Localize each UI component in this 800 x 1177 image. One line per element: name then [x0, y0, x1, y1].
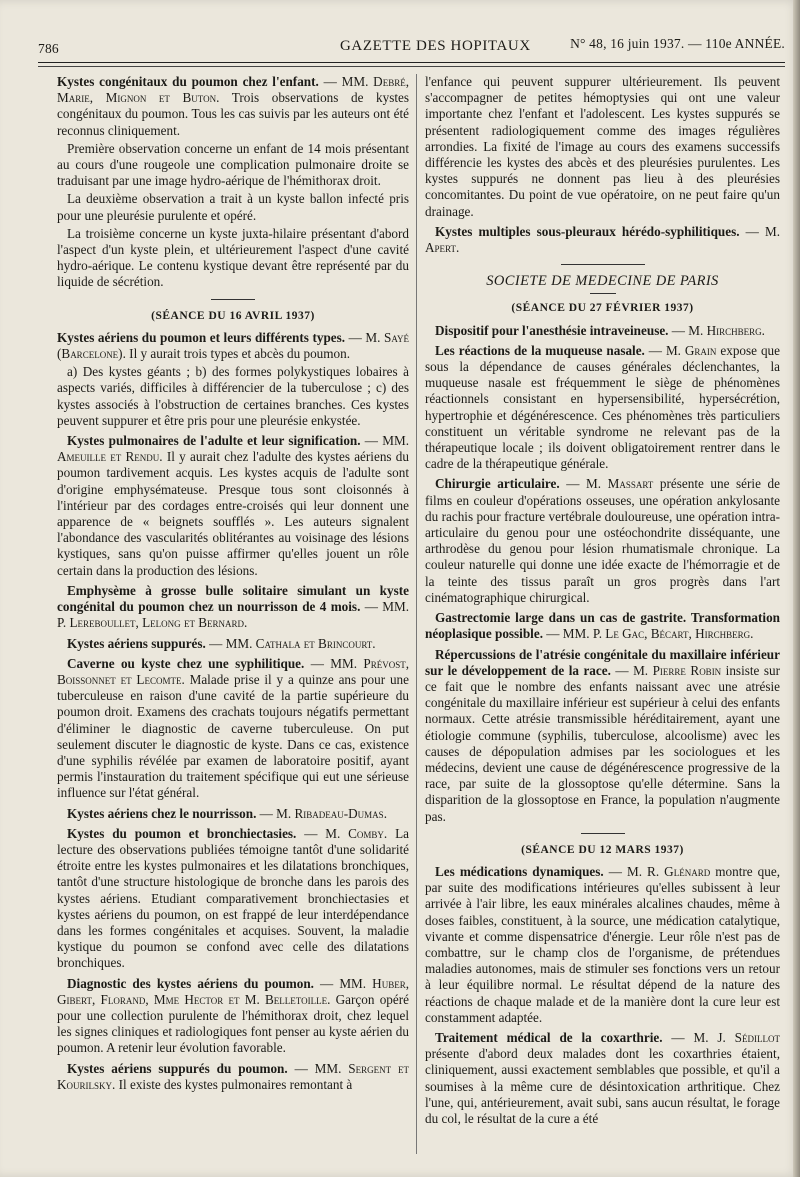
article-body: expose que sous la dépendance de causes générales déclenchantes, la muqueuse nasale est fréquemment le siège de phénomènes réactionnels consistant en hypersensibilité, hypersécrétion, hypertrophie et dégénérescence. Ces phénomènes très particuliers constituent un véritable syndrome ne relevant pas de la thérapeutique locale ; ils doivent obligatoirement rentrer dans le cadre de la thérapeutique générale. — [425, 342, 780, 472]
article — [425, 864, 780, 1026]
article-authors: — M. Massart — [559, 476, 654, 492]
article-authors: — M. Hirchberg. — [668, 322, 765, 338]
article — [425, 610, 780, 642]
article — [57, 806, 409, 822]
article-title: Les médications dynamiques. — [435, 863, 604, 879]
article-body: présente une série de films en couleur d'opérations osseuses, une opération ankylosante du rachis pour fracture vertébrale douloureuse, une opération intra-articulaire du genou pour une ostéochondrite disséquante, une arthrodèse du genou pour lésion rhumatismale chronique. La couleur naturelle qui donne une idée exacte de l'hémorragie et de la teinte des tissus paraît un gros progrès dans l'art cinématographique chirurgical. — [425, 476, 780, 605]
article-title: Kystes aériens du poumon et leurs différents types. — [57, 329, 346, 345]
article-authors: — M. Apert. — [425, 223, 780, 256]
article-authors: — MM. Debré, Marie, Mignon et Buton. — [57, 74, 409, 106]
left-column — [57, 74, 409, 1095]
article-body: insiste sur ce fait que le nombre des enfants naissant avec une atrésie congénitale du maxillaire inférieur est supérieur à celui des enfants normaux. Cette atrésie transmissible héréditairement, ayant une étiologie commune (syphilis, tuberculose, alcoolisme) avec les causes de dépopulation admises par les sociologues et les médecins, devient une cause de dégénérescence progressive de la race, par suite de la glossoptose qu'elle détermine. Sans la disparition de la glossoptose en France, la population n'augmente pas. — [425, 662, 780, 824]
paragraph: La deuxième observation a trait à un kyste ballon infecté pris pour une pleurésie purulente et opéré. — [57, 191, 409, 223]
right-column — [425, 74, 780, 1129]
article-authors: — MM. P. Lereboullet, Lelong et Bernard. — [57, 599, 410, 631]
article-title: Kystes aériens chez le nourrisson. — [67, 805, 257, 821]
article — [425, 647, 780, 825]
header-rule-thin — [38, 66, 785, 67]
article-title: Kystes multiples sous-pleuraux hérédo-syphilitiques. — [435, 223, 740, 239]
article — [57, 433, 409, 579]
article-authors: — M. Grain — [644, 342, 717, 358]
article-title: Kystes aériens suppurés du poumon. — [67, 1060, 288, 1076]
article-authors: — MM. Sergent et Kourilsky. — [57, 1060, 410, 1092]
session-heading: (SÉANCE DU 12 MARS 1937) — [521, 843, 684, 856]
article-title: Les réactions de la muqueuse nasale. — [435, 342, 645, 358]
article — [57, 74, 409, 139]
running-header — [38, 36, 785, 60]
article — [57, 583, 409, 632]
article-title: Kystes pulmonaires de l'adulte et leur signification. — [67, 433, 361, 449]
article-body: Malade prise il y a quinze ans pour une tuberculeuse en raison d'une cavité de la partie supérieure du poumon droit. Examens des crachats toujours négatifs permettant d'éliminer le diagnostic de caverne tuberculeuse. On put seulement discuter le diagnostic de kyste. Dans ce cas, existence d'une syphilis révélée par examen de laboratoire positif, ayant permis l'instauration du traitement spécifique qui eut une sérieuse influence sur l'état général. — [57, 671, 409, 801]
column-separator — [416, 74, 417, 1154]
article-body: Trois observations de kystes congénitaux du poumon. Tous les cas suivis par les auteurs ont été reconnus cliniquement. — [57, 90, 409, 138]
article-body: Il existe des kystes pulmonaires remontant à — [115, 1076, 353, 1092]
article-title: Dispositif pour l'anesthésie intraveineuse. — [435, 322, 669, 338]
article — [57, 1061, 409, 1093]
article-authors: — MM. Prévost, Boissonnet et Lecomte. — [57, 655, 410, 687]
society-heading: SOCIETE DE MEDECINE DE PARIS — [486, 273, 719, 290]
article-title: Chirurgie articulaire. — [435, 476, 560, 492]
section-divider — [211, 299, 255, 300]
article — [57, 330, 409, 362]
article-authors: — M. Pierre Robin — [610, 662, 722, 678]
article — [425, 476, 780, 606]
article-body: Il y aurait chez l'adulte des kystes aériens du poumon tardivement acquis. Les kystes acquis de l'adulte sont d'origine emphysémateuse. Presque tous sont cloisonnés à l'intérieur par des cordages entre-croisés qui leur donnent une apparence de « beignets soufflés ». Les auteurs signalent l'abondance des vascularités oblitérantes au voisinage des lésions kystiques, sans qu'on puisse affirmer qu'elles jouent un rôle certain dans la production des lésions. — [57, 449, 409, 578]
article-title: Kystes du poumon et bronchiectasies. — [67, 825, 297, 841]
issue-info: N° 48, 16 juin 1937. — 110e ANNÉE. — [570, 36, 785, 51]
article-authors: — M. Sayé (Barcelone). — [57, 329, 410, 362]
article-title: Diagnostic des kystes aériens du poumon. — [67, 975, 314, 991]
article-body: Garçon opéré pour une collection purulente de l'hémithorax droit, chez lequel les signes cliniques et radiologiques font penser au kyste aérien du poumon. A retenir leur évolution favorable. — [57, 991, 409, 1056]
article-authors: — MM. P. Le Gac, Bécart, Hirchberg. — [543, 626, 754, 642]
page-number: 786 — [38, 41, 59, 56]
article-title: Traitement médical de la coxarthrie. — [435, 1029, 663, 1045]
section-divider — [561, 264, 645, 265]
journal-title: GAZETTE DES HOPITAUX — [340, 38, 531, 54]
article-title: Kystes aériens suppurés. — [67, 635, 206, 651]
article-title: Gastrectomie large dans un cas de gastrite. Transformation néoplasique possible. — [425, 610, 780, 642]
article-authors: — M. R. Glénard — [603, 863, 711, 879]
paragraph: Première observation concerne un enfant de 14 mois présentant au cours d'une rougeole une complication pulmonaire droite se traduisant par une image hydro-aérique de l'hémithorax droit. — [57, 140, 409, 189]
article — [57, 976, 409, 1057]
header-rule — [38, 62, 785, 63]
article-authors: — M. Comby. — [296, 825, 388, 841]
article — [57, 656, 409, 802]
article-title: Kystes congénitaux du poumon chez l'enfant. — [57, 74, 319, 89]
section-divider — [581, 833, 625, 834]
article-authors: — MM. Cathala et Brincourt. — [205, 635, 376, 651]
section-divider — [590, 293, 616, 294]
article-authors: — M. J. Sédillot — [662, 1029, 780, 1045]
article-body: montre que, par suite des modifications intérieures qu'elles subissent à leur arrivée à l'air libre, les eaux minérales alcalines chaudes, même à doses faibles, constituent, à la source, une médication catalytique, vivante et comme dispensatrice d'énergie. Leur rôle n'est pas de combattre, sur le champ clos de l'organisme, de prétendues maladies autonomes, mais de stimuler ses fonctions vers un retour à leur équilibre normal. Le résultat dépend de la nature des réactions de chaque malade et de la manière dont la cure leur est constamment adaptée. — [425, 863, 780, 1025]
article-authors: — MM. Huber, Gibert, Florand, Mme Hector et M. Belletoille. — [57, 975, 409, 1007]
article — [57, 636, 409, 652]
page-edge — [793, 0, 800, 1177]
article-authors: — MM. Ameuille et Rendu. — [57, 433, 409, 465]
article-body: Il y aurait trois types et abcès du poumon. — [125, 346, 351, 362]
article-title: Caverne ou kyste chez une syphilitique. — [67, 655, 305, 671]
article-title: Emphysème à grosse bulle solitaire simulant un kyste congénital du poumon chez un nourrisson de 4 mois. — [57, 582, 409, 615]
article-title: Répercussions de l'atrésie congénitale du maxillaire inférieur sur le développement de la race. — [425, 646, 780, 678]
article-body: La lecture des observations publiées témoigne tantôt d'une solidarité étroite entre les kystes pulmonaires et les dilatations bronchiques, tantôt d'une structure histologique de bronche dans les parois des kystes aériens. Etudiant comparativement bronchiectasies et kystes aériens du poumon, on est frappé de leur interdépendance dans les formes congénitales et acquises. Souvent, la maladie kystique du poumon se confond avec celle des dilatations bronchiques. — [57, 825, 409, 971]
article-body: présente d'abord deux malades dont les coxarthries étaient, cliniquement, aussi exactement semblables que possible, et qu'il a soumises à la même cure de désintoxication arthritique. Chez l'une, qui, antérieurement, avait subi, sans aucun résultat, le forage du col, le résultat de la cure a été — [425, 1046, 780, 1126]
article — [425, 323, 780, 339]
paragraph: a) Des kystes géants ; b) des formes polykystiques lobaires à aspects variés, difficiles à différencier de la tuberculose ; c) des kystes associés à l'obstruction de certaines branches. Ces kystes peuvent suppurer et être pris pour une pleurésie enkystée. — [57, 364, 409, 428]
article — [425, 1030, 780, 1127]
article — [425, 343, 780, 473]
article — [425, 224, 780, 256]
paragraph: l'enfance qui peuvent suppurer ultérieurement. Ils peuvent s'accompagner de petites hémoptysies qui ont une valeur importante chez l'enfant et l'adolescent. Les kystes suppurés se présentent radiologiquement comme des images régulières arrondies. La fixité de l'image au cours des examens successifs différencie les kystes des abcès et des pleurésies purulentes. Les kystes suppurés ne donnent pas lieu à des pleurésies concomitantes. Du point de vue opératoire, on ne peut faire qu'un drainage. — [425, 74, 780, 219]
session-heading: (SÉANCE DU 16 AVRIL 1937) — [151, 309, 315, 322]
session-heading: (SÉANCE DU 27 FÉVRIER 1937) — [511, 302, 694, 315]
article-authors: — M. Ribadeau-Dumas. — [256, 805, 387, 821]
article — [57, 826, 409, 972]
paragraph: La troisième concerne un kyste juxta-hilaire présentant d'abord l'aspect d'un kyste plein, et ultérieurement l'aspect d'une cavité hydro-aérique. Le contenu kystique devant être représenté par du liquide de sécrétion. — [57, 225, 409, 290]
